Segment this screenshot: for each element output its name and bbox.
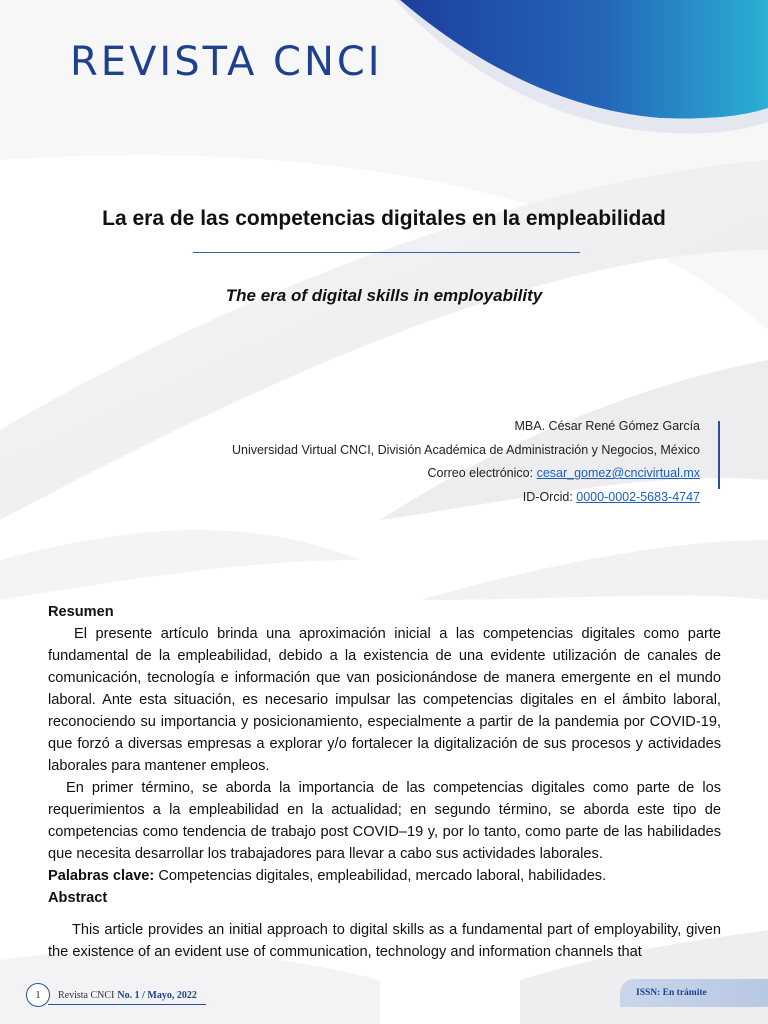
author-accent-bar <box>718 421 720 489</box>
keywords-line <box>48 865 721 887</box>
author-affiliation: Universidad Virtual CNCI, División Académica de Administración y Negocios, México <box>231 442 700 457</box>
issn-badge: ISSN: En trámite <box>620 979 768 1007</box>
page-number: 1 <box>26 983 50 1007</box>
footer-issue: No. 1 / Mayo, 2022 <box>117 989 197 1001</box>
orcid-link[interactable]: 0000-0002-5683-4747 <box>576 489 700 504</box>
author-email-row <box>232 462 700 486</box>
orcid-label: ID-Orcid: <box>522 489 573 504</box>
keywords-label: Palabras clave: <box>48 868 155 884</box>
footer-divider <box>48 1004 206 1005</box>
email-label: Correo electrónico: <box>427 466 534 480</box>
abstract-paragraph-1: This article provides an initial approach to digital skills as a fundamental part of employability, given the existence of an evident use of communication, technology and information channels that <box>48 922 721 960</box>
article-title: La era de las competencias digitales en la empleabilidad <box>102 207 666 230</box>
email-link[interactable]: cesar_gomez@cncivirtual.mx <box>536 466 700 480</box>
title-divider <box>193 252 580 253</box>
journal-logo: REVISTA CNCI <box>70 39 383 85</box>
author-name: MBA. César René Gómez García <box>514 419 700 433</box>
article-body <box>48 601 721 963</box>
author-orcid-row <box>232 486 700 510</box>
abstract-heading: Abstract <box>48 890 108 906</box>
resumen-heading: Resumen <box>48 604 114 620</box>
resumen-paragraph-1: El presente artículo brinda una aproximación inicial a las competencias digitales como parte fundamental de la empleabilidad, debido a la existencia de una evidente utilización de canales de comunicación, tecnología e información que van posicionándose de manera emergente en el mundo laboral. Ante esta situación, es necesario impulsar las competencias digitales en el ámbito laboral, reconociendo su importancia y posicionamiento, especialmente a partir de la pandemia por COVID-19, que forzó a diversas empresas a explorar y/o fortalecer la digitalización de sus procesos y actividades laborales para mantener empleos. <box>48 626 721 774</box>
author-info <box>232 415 700 509</box>
article-subtitle: The era of digital skills in employability <box>225 286 543 305</box>
keywords-text: Competencias digitales, empleabilidad, mercado laboral, habilidades. <box>158 868 607 884</box>
resumen-paragraph-2: En primer término, se aborda la importancia de las competencias digitales como parte de los requerimientos a la empleabilidad en la actualidad; en segundo término, se aborda este tipo de competencias como tendencia de trabajo post COVID–19 y, por lo tanto, como parte de las habilidades que necesita desarrollar los trabajadores para llevar a cabo sus actividades laborales. <box>48 780 721 862</box>
footer-journal: Revista CNCI <box>58 989 115 1001</box>
